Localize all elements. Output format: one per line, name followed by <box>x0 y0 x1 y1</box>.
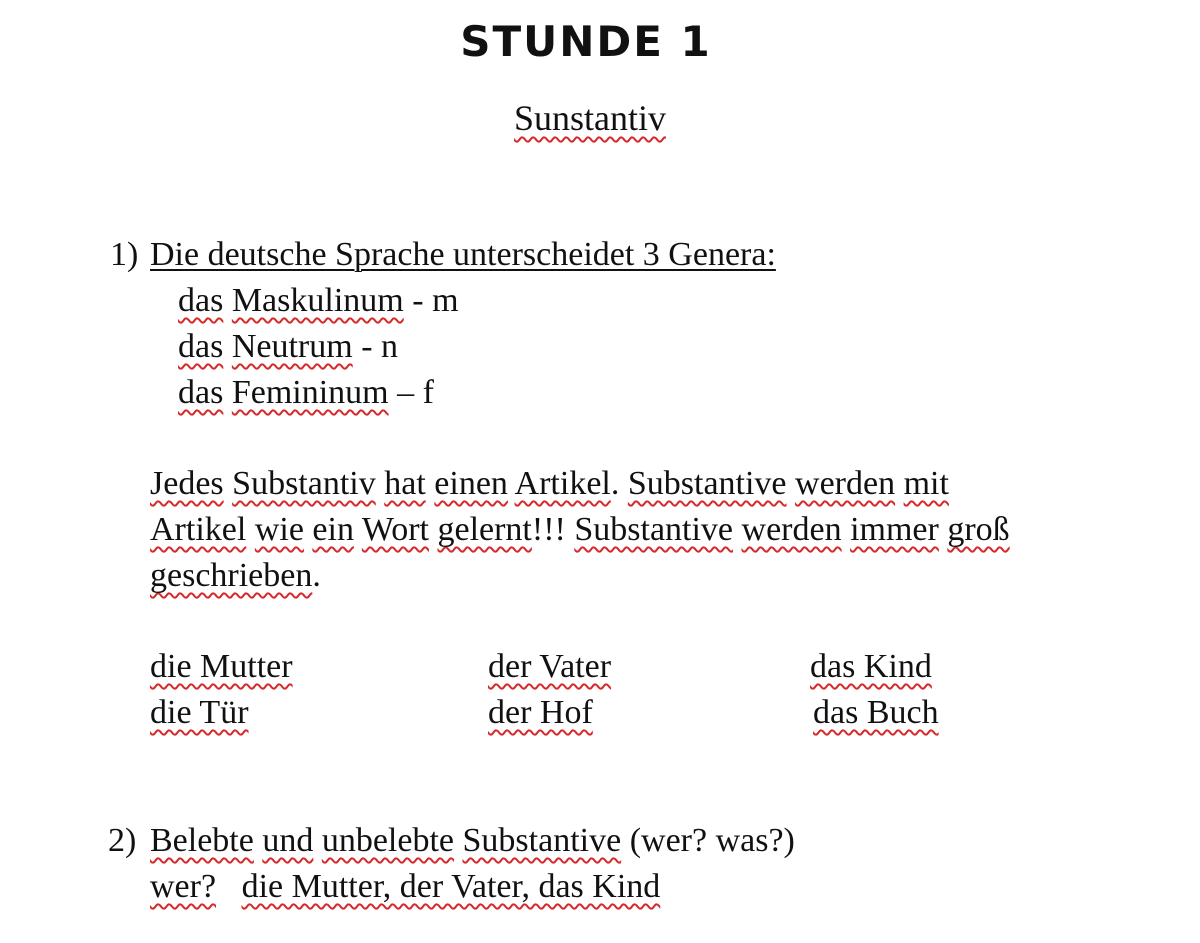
page-subtitle <box>0 96 1180 140</box>
section-2-heading: Belebte und unbelebte Substantive (wer? was?) <box>150 822 795 859</box>
example-neuter-2: das Buch <box>813 694 939 731</box>
page-title: STUNDE 1 <box>460 17 712 66</box>
genus-neuter: das Neutrum - n <box>178 328 399 365</box>
paragraph-line-3: geschrieben. <box>150 557 321 594</box>
example-masculine-2: der Hof <box>488 694 593 731</box>
genus-feminine: das Femininum – f <box>178 374 434 411</box>
section-1-number: 1) <box>110 236 139 273</box>
genus-masculine: das Maskulinum - m <box>178 282 459 319</box>
example-feminine-1: die Mutter <box>150 648 293 685</box>
example-feminine-2: die Tür <box>150 694 249 731</box>
example-neuter-1: das Kind <box>810 648 932 685</box>
section-2-number: 2) <box>108 822 137 859</box>
section-2-example-line: wer? die Mutter, der Vater, das Kind <box>150 868 661 905</box>
paragraph-line-1: Jedes Substantiv hat einen Artikel. Substantive werden mit <box>150 465 949 502</box>
section-1-heading: Die deutsche Sprache unterscheidet 3 Genera: <box>150 236 776 273</box>
subtitle-text: Sunstantiv <box>513 98 666 138</box>
paragraph-line-2: Artikel wie ein Wort gelernt!!! Substantive werden immer groß <box>150 511 1010 548</box>
example-masculine-1: der Vater <box>488 648 612 685</box>
